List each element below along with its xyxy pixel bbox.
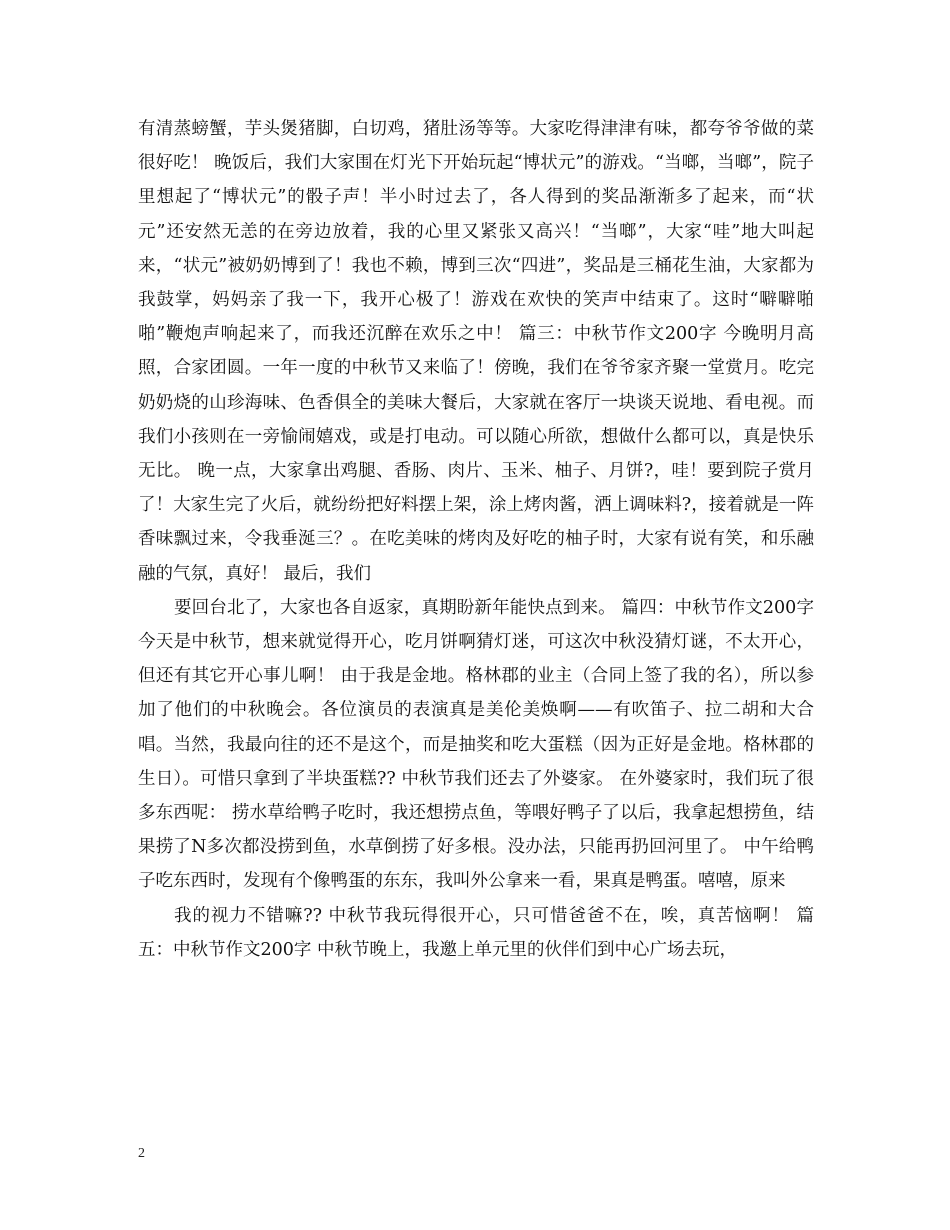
page-number: 2 [138,1146,145,1161]
document-body [138,112,814,967]
paragraph-2: 要回台北了，大家也各自返家，真期盼新年能快点到来。 篇四：中秋节作文200字 今天是中秋节，想来就觉得开心，吃月饼啊猜灯迷，可这次中秋没猜灯谜，不太开心，但还有其它开心事儿啊！ 由于我是金地。格林郡的业主（合同上签了我的名），所以参加了他们的中秋晚会。各位演员的表演真是美伦美焕啊——有吹笛子、拉二胡和大合唱。当然，我最向往的还不是这个，而是抽奖和吃大蛋糕（因为正好是金地。格林郡的生日）。可惜只拿到了半块蛋糕?? 中秋节我们还去了外婆家。 在外婆家时，我们玩了很多东西呢： 捞水草给鸭子吃时，我还想捞点鱼，等喂好鸭子了以后，我拿起想捞鱼，结果捞了N多次都没捞到鱼，水草倒捞了好多根。没办法，只能再扔回河里了。 中午给鸭子吃东西时，发现有个像鸭蛋的东东，我叫外公拿来一看，果真是鸭蛋。嘻嘻，原来 [138,597,814,892]
paragraph-3: 我的视力不错嘛?? 中秋节我玩得很开心，只可惜爸爸不在，唉，真苦恼啊！ 篇五：中秋节作文200字 中秋节晚上，我邀上单元里的伙伴们到中心广场去玩， [138,905,814,960]
paragraph-1: 有清蒸螃蟹，芋头煲猪脚，白切鸡，猪肚汤等等。大家吃得津津有味，都夸爷爷做的菜很好吃！ 晚饭后，我们大家围在灯光下开始玩起“博状元”的游戏。“当啷，当啷”，院子里想起了“博状元”的骰子声！半小时过去了，各人得到的奖品渐渐多了起来，而“状元”还安然无恙的在旁边放着，我的心里又紧张又高兴！“当啷”，大家“哇”地大叫起来，“状元”被奶奶博到了！我也不赖，博到三次“四进”，奖品是三桶花生油，大家都为我鼓掌，妈妈亲了我一下，我开心极了！游戏在欢快的笑声中结束了。这时“噼噼啪啪”鞭炮声响起来了，而我还沉醉在欢乐之中！ 篇三：中秋节作文200字 今晚明月高照，合家团圆。一年一度的中秋节又来临了！傍晚，我们在爷爷家齐聚一堂赏月。吃完奶奶烧的山珍海味、色香俱全的美味大餐后，大家就在客厅一块谈天说地、看电视。而我们小孩则在一旁愉闹嬉戏，或是打电动。可以随心所欲，想做什么都可以，真是快乐无比。 晚一点，大家拿出鸡腿、香肠、肉片、玉米、柚子、月饼?，哇！要到院子赏月了！大家生完了火后，就纷纷把好料摆上架，涂上烤肉酱，洒上调味料?，接着就是一阵香味飘过来，令我垂涎三？。在吃美味的烤肉及好吃的柚子时，大家有说有笑，和乐融融的气氛，真好！ 最后，我们 [138,119,814,584]
